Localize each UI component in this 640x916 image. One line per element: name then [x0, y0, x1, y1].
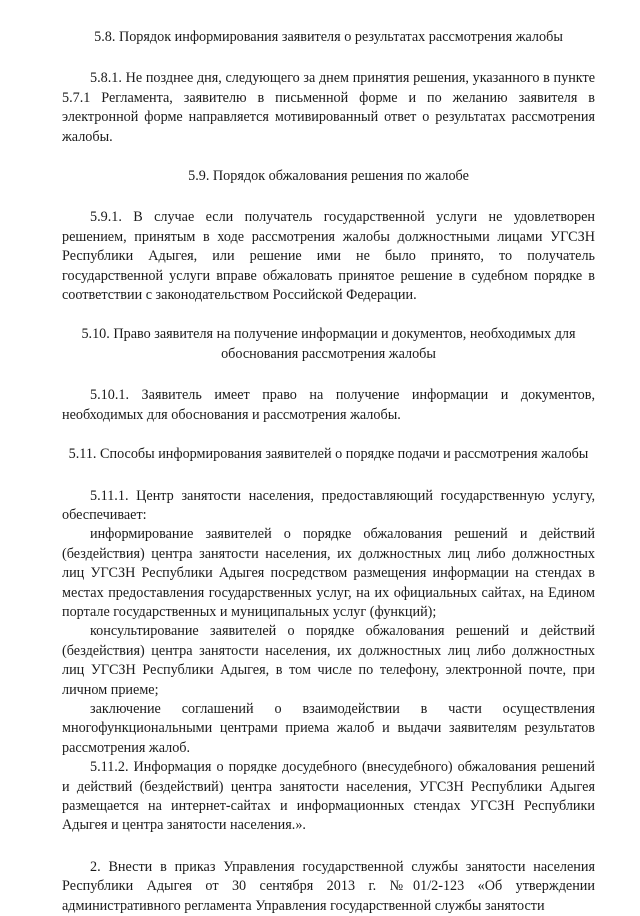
paragraph-agreements: заключение соглашений о взаимодействии в части осуществления многофункциональными центрами приема жалоб и выдачи заявителям результатов рассмотрения жалоб. — [62, 700, 595, 756]
section-heading-5-11: 5.11. Способы информирования заявителей о порядке подачи и рассмотрения жалобы — [68, 446, 589, 463]
section-heading-5-10: 5.10. Право заявителя на получение информации и документов, необходимых для обоснования рассмотрения жалобы — [81, 326, 576, 362]
paragraph-5-11-2: 5.11.2. Информация о порядке досудебного (внесудебного) обжалования решений и действий (бездействий) центра занятости населения, УГСЗН Республики Адыгея размещается на интернет-сайтах и информационных стендах УГСЗН Республики Адыгея и центра занятости населения.». — [62, 759, 595, 834]
document-page — [62, 28, 595, 916]
paragraph-5-10-1: 5.10.1. Заявитель имеет право на получение информации и документов, необходимых для обоснования и рассмотрения жалобы. — [62, 387, 595, 423]
paragraph-5-8-1: 5.8.1. Не позднее дня, следующего за днем принятия решения, указанного в пункте 5.7.1 Регламента, заявителю в письменной форме и по желанию заявителя в электронной форме направляется мотивированный ответ о результатах рассмотрения жалобы. — [62, 70, 595, 145]
paragraph-informing: информирование заявителей о порядке обжалования решений и действий (бездействия) центра занятости населения, их должностных лиц либо должностных лиц УГСЗН Республики Адыгея посредством размещения информации на стендах в местах предоставления государственных услуг, на их официальных сайтах, на Едином портале государственных и муниципальных услуг (функций); — [62, 526, 595, 620]
paragraph-5-9-1: 5.9.1. В случае если получатель государственной услуги не удовлетворен решением, принятым в ходе рассмотрения жалобы должностными лицами УГСЗН Республики Адыгея, или решение ими не было принято, то получатель государственной услуги вправе обжаловать принятое решение в судебном порядке в соответствии с законодательством Российской Федерации. — [62, 209, 595, 304]
section-heading-5-8: 5.8. Порядок информирования заявителя о результатах рассмотрения жалобы — [94, 29, 563, 45]
section-heading-5-9: 5.9. Порядок обжалования решения по жалобе — [188, 168, 469, 185]
paragraph-item-2: 2. Внести в приказ Управления государственной службы занятости населения Республики Адыгея от 30 сентября 2013 г. №01/2-123 «Об утверждении административного регламента Управления государственной службы занятости — [62, 858, 595, 914]
paragraph-5-11-1: 5.11.1. Центр занятости населения, предоставляющий государственную услугу, обеспечивает: — [62, 487, 595, 523]
paragraph-consulting: консультирование заявителей о порядке обжалования решений и действий (бездействия) центра занятости населения, их должностных лиц либо должностных лиц УГСЗН Республики Адыгея, в том числе по телефону, электронной почте, при личном приеме; — [62, 623, 595, 698]
